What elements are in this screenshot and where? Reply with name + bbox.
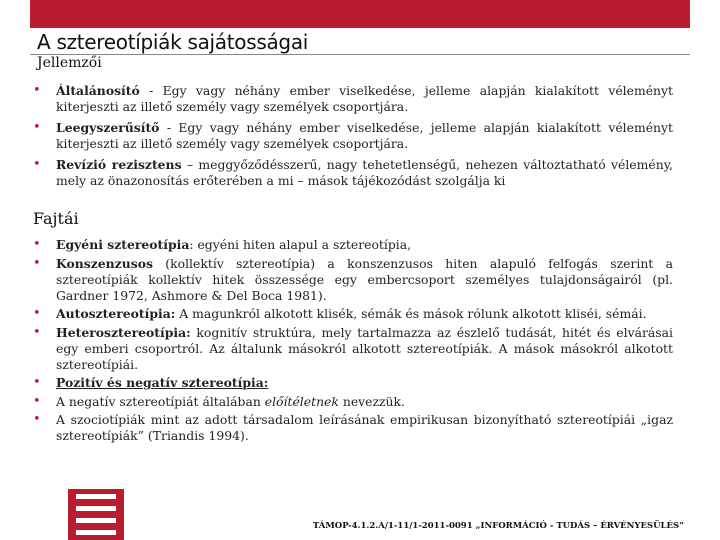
logo-stripe xyxy=(76,506,116,511)
bullet-icon: • xyxy=(33,393,41,409)
item-text: A negatív sztereotípiát általában xyxy=(56,393,265,409)
page-title: A sztereotípiák sajátosságai xyxy=(37,30,309,54)
item-text: - Egy vagy néhány ember viselkedése, jelleme alapján kialakított véleményt kiterjeszti az illető személy vagy személyek csoportjára. xyxy=(56,120,673,151)
item-term: Pozitív és negatív sztereotípia: xyxy=(56,375,269,390)
item-text: : egyéni hiten alapul a sztereotípia, xyxy=(189,237,412,252)
list-item xyxy=(33,120,673,152)
list-item xyxy=(33,83,673,115)
item-term: Egyéni sztereotípia xyxy=(56,237,190,252)
fajtai-list xyxy=(33,237,673,447)
list-item xyxy=(33,375,673,391)
item-text: (kollektív sztereotípia) a konszenzusos hiten alapuló felfogás szerint a sztereotípiák kollektív hitek összessége egy embercsoport személyes tulajdonságairól (pl. Gardner 1972, Ashmore & Del Boca 1981). xyxy=(56,255,673,303)
item-term: Autosztereotípia: xyxy=(56,306,176,321)
bullet-icon: • xyxy=(33,412,41,427)
bullet-icon: • xyxy=(33,157,41,172)
bullet-icon: • xyxy=(33,237,41,252)
item-text: - Egy vagy néhány ember viselkedése, jelleme alapján kialakított véleményt kiterjeszti az illető személy vagy személyek csoportjára. xyxy=(56,83,673,114)
bullet-icon: • xyxy=(33,324,41,340)
item-text: kognitív struktúra, mely tartalmazza az észlelő tudását, hitét és elvárásai egy emberi csoportról. Az általunk másokról alkotott sztereotípiák. A mások másokról alkotott sztereotípiái. xyxy=(56,324,673,372)
logo-icon xyxy=(68,489,124,540)
item-text: A magunkról alkotott klisék, sémák és mások rólunk alkotott kliséi, sémái. xyxy=(175,306,647,321)
title-underline xyxy=(30,54,690,55)
item-text: – meggyőződésszerű, nagy tehetetlenségű, nehezen változtatható vélemény, mely az önazonosítás erőterében a mi – mások tájékozódást szolgálja ki xyxy=(56,157,673,188)
item-term: Revízió rezisztens xyxy=(56,157,182,172)
list-item xyxy=(33,394,673,410)
bullet-icon: • xyxy=(33,83,41,98)
list-item xyxy=(33,412,673,444)
list-item xyxy=(33,237,673,253)
logo-stripe xyxy=(76,530,116,535)
bullet-icon: • xyxy=(33,375,41,390)
item-term: Konszenzusos xyxy=(56,255,153,271)
item-text: nevezzük. xyxy=(338,393,405,409)
jellemzoi-list xyxy=(33,83,673,194)
jellemzoi-heading: Jellemzői xyxy=(37,55,102,71)
list-item xyxy=(33,157,673,189)
fajtai-heading: Fajtái xyxy=(33,209,79,228)
list-item xyxy=(33,325,673,373)
list-item xyxy=(33,306,673,322)
header-accent-bar xyxy=(30,0,690,28)
bullet-icon: • xyxy=(33,120,41,135)
logo-stripe xyxy=(76,494,116,499)
item-emphasis: előítéletnek xyxy=(264,393,339,409)
footer-project-id: TÁMOP-4.1.2.A/1-11/1-2011-0091 „INFORMÁCIÓ - TUDÁS – ÉRVÉNYESÜLÉS” xyxy=(312,521,684,531)
list-item xyxy=(33,256,673,304)
item-term: Általánosító xyxy=(56,83,140,98)
item-term: Heterosztereotípia: xyxy=(56,324,191,340)
bullet-icon: • xyxy=(33,255,41,271)
logo-stripe xyxy=(76,518,116,523)
item-term: Leegyszerűsítő xyxy=(56,120,160,135)
item-text: A szociotípiák mint az adott társadalom leírásának empirikusan bizonyítható sztereotípiái „igaz sztereotípiák” (Triandis 1994). xyxy=(56,412,673,443)
bullet-icon: • xyxy=(33,306,41,321)
